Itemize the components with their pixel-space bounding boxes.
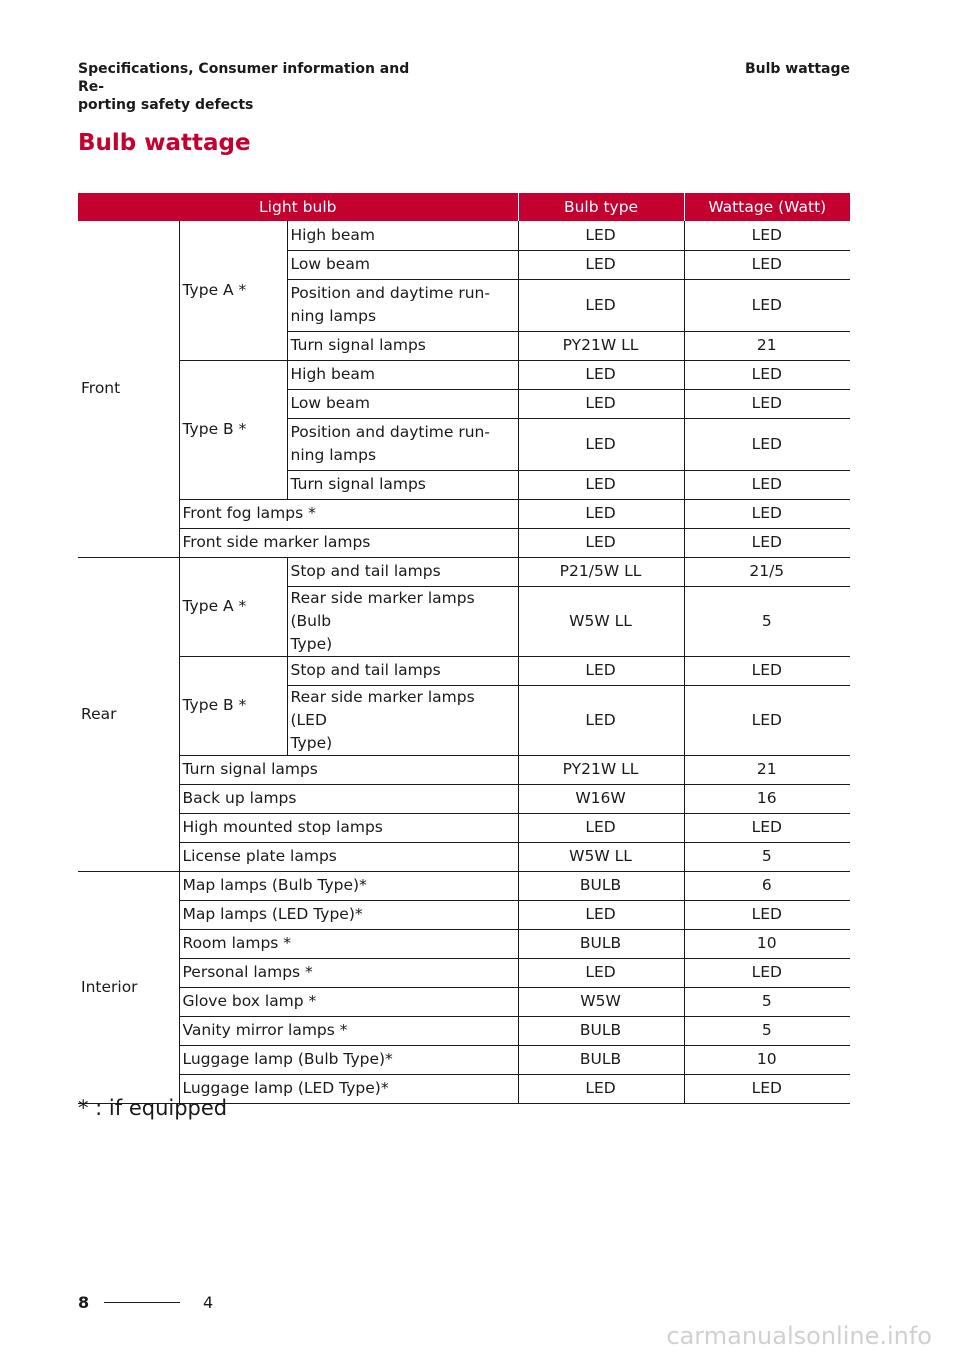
wattage: 10 — [684, 929, 850, 958]
lamp-name: Stop and tail lamps — [287, 656, 518, 685]
lamp-name: Personal lamps * — [179, 958, 518, 987]
bulb-type: LED — [518, 221, 684, 250]
lamp-name: Low beam — [287, 250, 518, 279]
table-row — [78, 813, 850, 842]
header-wattage: Wattage (Watt) — [684, 193, 850, 221]
bulb-type: W5W LL — [518, 586, 684, 656]
lamp-name: High mounted stop lamps — [179, 813, 518, 842]
wattage: LED — [684, 813, 850, 842]
wattage: 5 — [684, 987, 850, 1016]
subgroup-type-b: Type B * — [179, 656, 287, 755]
lamp-name: License plate lamps — [179, 842, 518, 871]
bulb-type: LED — [518, 360, 684, 389]
wattage: 16 — [684, 784, 850, 813]
bulb-type: BULB — [518, 1045, 684, 1074]
table-row — [78, 900, 850, 929]
running-header-section: Bulb wattage — [744, 61, 850, 77]
bulb-type: BULB — [518, 929, 684, 958]
lamp-name: Rear side marker lamps (LED Type) — [287, 685, 518, 755]
table-row — [78, 1016, 850, 1045]
lamp-name: Glove box lamp * — [179, 987, 518, 1016]
wattage: 10 — [684, 1045, 850, 1074]
page-number: 4 — [203, 1293, 214, 1312]
table-row — [78, 842, 850, 871]
lamp-name: Luggage lamp (LED Type)* — [179, 1074, 518, 1103]
wattage: LED — [684, 685, 850, 755]
bulb-wattage-table — [78, 193, 850, 1104]
chapter-title: Specifications, Consumer information and Re- porting safety defects — [78, 61, 410, 113]
lamp-name: Map lamps (LED Type)* — [179, 900, 518, 929]
wattage: 5 — [684, 842, 850, 871]
bulb-type: BULB — [518, 871, 684, 900]
bulb-type: BULB — [518, 1016, 684, 1045]
header-bulb-type: Bulb type — [518, 193, 684, 221]
wattage: LED — [684, 528, 850, 557]
table-row — [78, 656, 850, 685]
bulb-type: W5W — [518, 987, 684, 1016]
lamp-name: Turn signal lamps — [287, 331, 518, 360]
watermark: carmanualsonline.info — [666, 1322, 932, 1350]
wattage: LED — [684, 418, 850, 470]
subgroup-type-b: Type B * — [179, 360, 287, 499]
bulb-type: LED — [518, 528, 684, 557]
lamp-name: Position and daytime run- ning lamps — [287, 418, 518, 470]
bulb-type: LED — [518, 418, 684, 470]
wattage: LED — [684, 221, 850, 250]
wattage: LED — [684, 250, 850, 279]
table-row — [78, 784, 850, 813]
lamp-name: Room lamps * — [179, 929, 518, 958]
lamp-name: Turn signal lamps — [287, 470, 518, 499]
wattage: 21 — [684, 331, 850, 360]
wattage: LED — [684, 360, 850, 389]
page-section-number: 8 — [78, 1293, 90, 1312]
lamp-name: Stop and tail lamps — [287, 557, 518, 586]
bulb-type: PY21W LL — [518, 331, 684, 360]
table-row — [78, 755, 850, 784]
subgroup-type-a: Type A * — [179, 221, 287, 360]
table-row — [78, 1045, 850, 1074]
wattage: LED — [684, 279, 850, 331]
lamp-name: Vanity mirror lamps * — [179, 1016, 518, 1045]
wattage: LED — [684, 499, 850, 528]
bulb-type: LED — [518, 656, 684, 685]
wattage: LED — [684, 900, 850, 929]
table-header-row — [78, 193, 850, 221]
running-header-chapter — [78, 60, 438, 114]
lamp-name: High beam — [287, 360, 518, 389]
lamp-name: Low beam — [287, 389, 518, 418]
lamp-name: Luggage lamp (Bulb Type)* — [179, 1045, 518, 1074]
bulb-type: LED — [518, 813, 684, 842]
bulb-type: LED — [518, 900, 684, 929]
footnote: * : if equipped — [78, 1096, 228, 1120]
bulb-type: W5W LL — [518, 842, 684, 871]
table-row — [78, 557, 850, 586]
lamp-name: Front side marker lamps — [179, 528, 518, 557]
table-row — [78, 929, 850, 958]
wattage: LED — [684, 389, 850, 418]
table-row — [78, 528, 850, 557]
table-row — [78, 958, 850, 987]
lamp-name: Front fog lamps * — [179, 499, 518, 528]
wattage: 5 — [684, 1016, 850, 1045]
bulb-type: LED — [518, 1074, 684, 1103]
bulb-type: P21/5W LL — [518, 557, 684, 586]
wattage: 6 — [684, 871, 850, 900]
lamp-name: Position and daytime run- ning lamps — [287, 279, 518, 331]
subgroup-type-a: Type A * — [179, 557, 287, 656]
lamp-name: Back up lamps — [179, 784, 518, 813]
group-front: Front — [78, 221, 179, 557]
bulb-type: LED — [518, 250, 684, 279]
group-rear: Rear — [78, 557, 179, 871]
bulb-type: LED — [518, 958, 684, 987]
page-title: Bulb wattage — [78, 130, 251, 156]
page-number-divider — [104, 1302, 180, 1303]
table-row — [78, 360, 850, 389]
bulb-type: W16W — [518, 784, 684, 813]
wattage: 5 — [684, 586, 850, 656]
bulb-type: LED — [518, 389, 684, 418]
wattage: LED — [684, 1074, 850, 1103]
lamp-name: High beam — [287, 221, 518, 250]
bulb-type: LED — [518, 685, 684, 755]
bulb-type: PY21W LL — [518, 755, 684, 784]
wattage: 21/5 — [684, 557, 850, 586]
table-row — [78, 987, 850, 1016]
wattage: LED — [684, 470, 850, 499]
lamp-name: Rear side marker lamps (Bulb Type) — [287, 586, 518, 656]
bulb-type: LED — [518, 499, 684, 528]
lamp-name: Map lamps (Bulb Type)* — [179, 871, 518, 900]
bulb-type: LED — [518, 279, 684, 331]
wattage: 21 — [684, 755, 850, 784]
table-row — [78, 871, 850, 900]
wattage: LED — [684, 958, 850, 987]
header-light-bulb: Light bulb — [78, 193, 518, 221]
group-interior: Interior — [78, 871, 179, 1103]
table-row — [78, 221, 850, 250]
table-row — [78, 499, 850, 528]
bulb-type: LED — [518, 470, 684, 499]
wattage: LED — [684, 656, 850, 685]
lamp-name: Turn signal lamps — [179, 755, 518, 784]
